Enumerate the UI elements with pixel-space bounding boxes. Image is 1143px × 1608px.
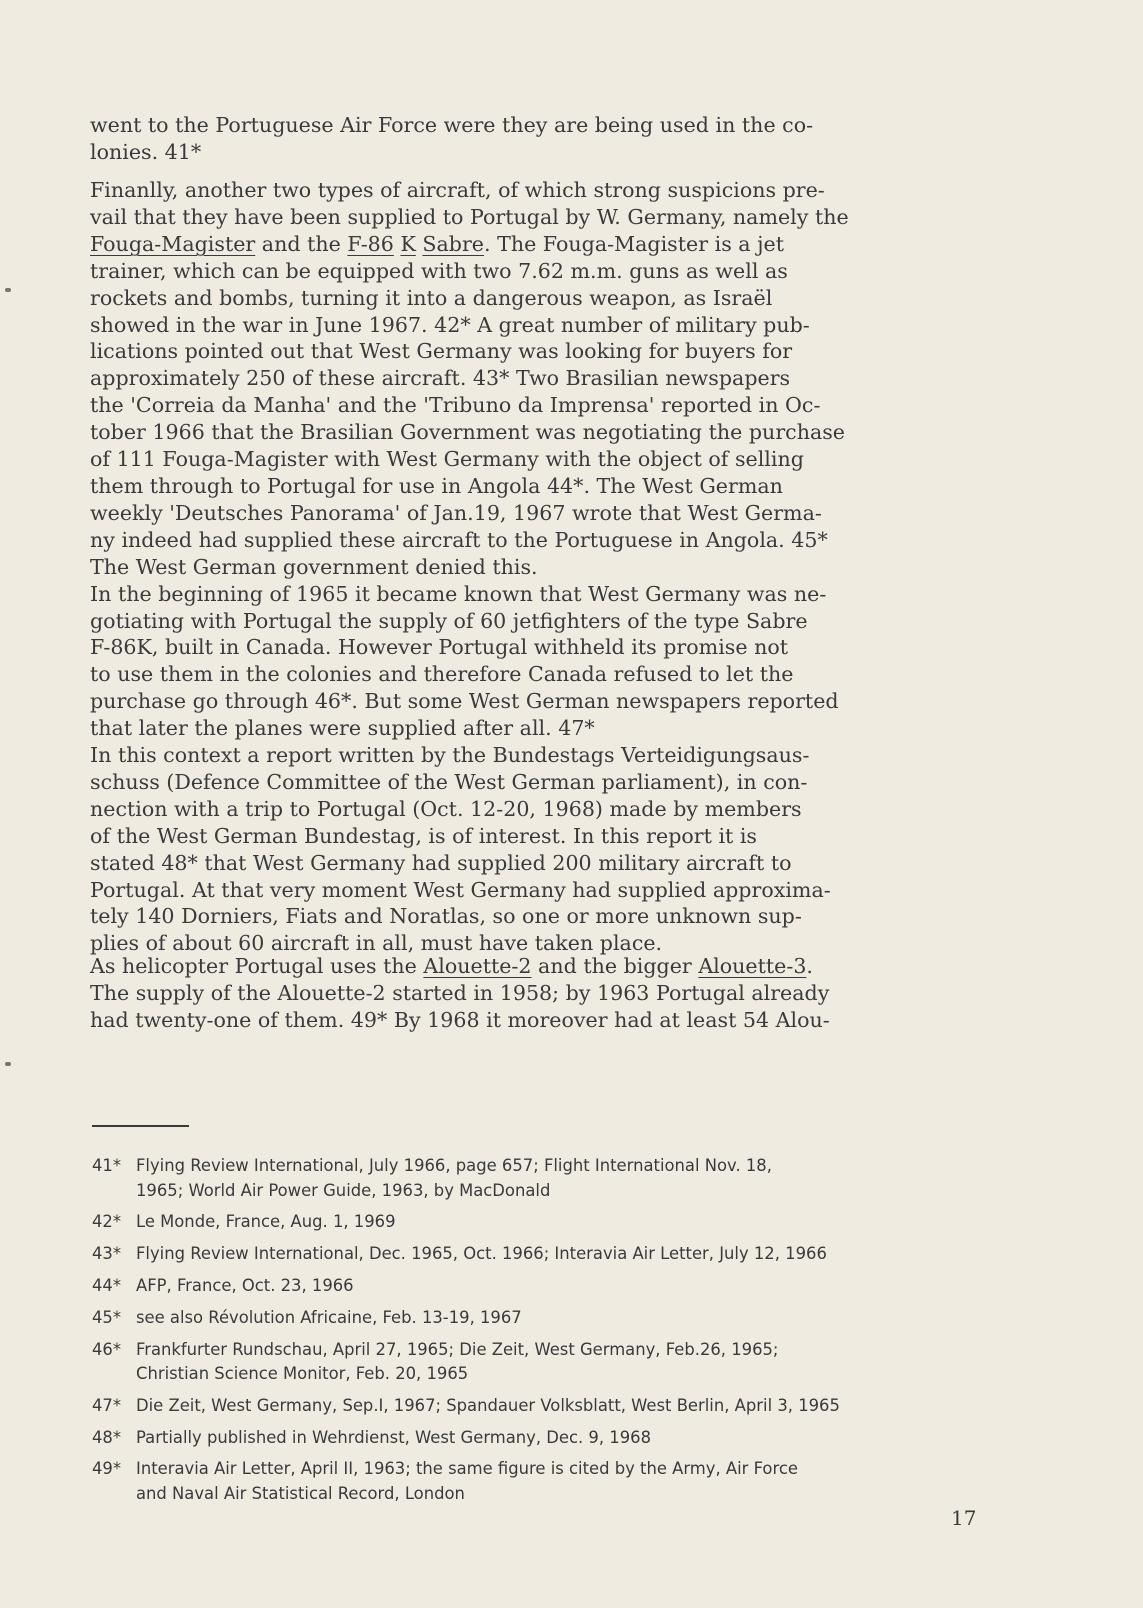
- text-line: [90, 688, 990, 715]
- text-segment: gotiating with Portugal the supply of 60 jetfighters of the type Sabre: [90, 608, 808, 633]
- text-line: [90, 285, 990, 312]
- footnote-line: [92, 1306, 1052, 1331]
- text-line: [90, 338, 990, 365]
- text-segment: nection with a trip to Portugal (Oct. 12-20, 1968) made by members: [90, 796, 802, 821]
- text-segment: vail that they have been supplied to Portugal by W. Germany, namely the: [90, 204, 849, 229]
- text-line: [90, 796, 990, 823]
- footnote-text: Frankfurter Rundschau, April 27, 1965; Die Zeit, West Germany, Feb.26, 1965;: [136, 1339, 779, 1359]
- binding-hole-mark: [5, 288, 11, 292]
- text-segment: F-86K, built in Canada. However Portugal withheld its promise not: [90, 635, 789, 660]
- paragraph-2: [90, 177, 990, 957]
- text-line: [90, 850, 990, 877]
- footnote-number: 41*: [92, 1156, 122, 1175]
- text-segment: and the bigger: [531, 954, 699, 978]
- text-line: [90, 473, 990, 500]
- footnote-number: 43*: [92, 1244, 122, 1264]
- text-line: [90, 769, 990, 796]
- text-line: [90, 634, 990, 661]
- footnote-line: [92, 1457, 1052, 1482]
- footnote-text: see also Révolution Africaine, Feb. 13-19, 1967: [136, 1307, 522, 1327]
- footnote-number: 48*: [92, 1427, 122, 1447]
- underlined-term: K: [400, 231, 416, 256]
- footnote-text: Le Monde, France, Aug. 1, 1969: [136, 1212, 396, 1232]
- text-segment: and the: [255, 231, 348, 256]
- footnote-text: Flying Review International, Dec. 1965, Oct. 1966; Interavia Air Letter, July 12, 1966: [136, 1244, 827, 1264]
- text-line: [90, 581, 990, 608]
- footnote-number: 49*: [92, 1459, 122, 1479]
- text-line: [90, 953, 990, 980]
- text-segment: the 'Correia da Manha' and the 'Tribuno da Imprensa' reported in Oc-: [90, 393, 821, 418]
- footnote-text: and Naval Air Statistical Record, London: [136, 1484, 465, 1504]
- text-line: [90, 204, 990, 231]
- text-line: [90, 980, 990, 1007]
- footnote-text: AFP, France, Oct. 23, 1966: [136, 1275, 354, 1295]
- footnotes-list: [92, 1154, 1052, 1514]
- footnote-item: [92, 1154, 1052, 1203]
- text-line: [90, 258, 990, 285]
- text-line: [90, 823, 990, 850]
- text-segment: In this context a report written by the Bundestags Verteidigungsaus-: [90, 743, 810, 768]
- text-segment: had twenty-one of them. 49* By 1968 it moreover had at least 54 Alou-: [90, 1007, 830, 1032]
- text-segment: plies of about 60 aircraft in all, must have taken place.: [90, 931, 663, 956]
- text-segment: went to the Portuguese Air Force were they are being used in the co-: [90, 113, 814, 137]
- text-line: [90, 365, 990, 392]
- footnote-line: [92, 1338, 1052, 1363]
- text-segment: weekly 'Deutsches Panorama' of Jan.19, 1967 wrote that West Germa-: [90, 500, 822, 525]
- footnote-item: [92, 1210, 1052, 1235]
- text-segment: trainer, which can be equipped with two 7.62 m.m. guns as well as: [90, 258, 788, 283]
- footnote-text: Interavia Air Letter, April II, 1963; the same figure is cited by the Army, Air Force: [136, 1459, 798, 1479]
- footnote-line: [92, 1394, 1052, 1419]
- text-segment: lications pointed out that West Germany was looking for buyers for: [90, 339, 793, 364]
- underlined-term: Alouette-3: [698, 954, 807, 978]
- text-segment: approximately 250 of these aircraft. 43* Two Brasilian newspapers: [90, 366, 791, 391]
- footnote-item: [92, 1426, 1052, 1451]
- footnote-text: 1965; World Air Power Guide, 1963, by MacDonald: [136, 1180, 551, 1200]
- footnote-number: 46*: [92, 1339, 122, 1359]
- text-segment: lonies. 41*: [90, 139, 202, 164]
- footnote-item: [92, 1242, 1052, 1267]
- text-segment: In the beginning of 1965 it became known that West Germany was ne-: [90, 581, 827, 606]
- text-line: [90, 715, 990, 742]
- text-line: [90, 527, 990, 554]
- text-line: [90, 500, 990, 527]
- footnote-number: 42*: [92, 1212, 122, 1232]
- page-number: 17: [951, 1506, 977, 1530]
- text-segment: The supply of the Alouette-2 started in 1958; by 1963 Portugal already: [90, 980, 830, 1005]
- footnote-item: [92, 1306, 1052, 1331]
- text-segment: ny indeed had supplied these aircraft to the Portuguese in Angola. 45*: [90, 527, 828, 552]
- text-line: [90, 1007, 990, 1034]
- footnote-text: Partially published in Wehrdienst, West Germany, Dec. 9, 1968: [136, 1427, 651, 1447]
- text-line: [90, 877, 990, 904]
- footnote-line: [92, 1482, 1052, 1507]
- text-line: [90, 742, 990, 769]
- footnote-number: 47*: [92, 1395, 122, 1415]
- text-segment: Finanlly, another two types of aircraft, of which strong suspicions pre-: [90, 178, 825, 202]
- footnote-number: 44*: [92, 1275, 122, 1295]
- text-segment: that later the planes were supplied after all. 47*: [90, 716, 595, 741]
- footnote-item: [92, 1394, 1052, 1419]
- text-line: [90, 112, 990, 139]
- text-segment: schuss (Defence Committee of the West German parliament), in con-: [90, 769, 808, 794]
- text-segment: tely 140 Dorniers, Fiats and Noratlas, so one or more unknown sup-: [90, 904, 802, 929]
- footnote-line: [92, 1426, 1052, 1451]
- footnote-item: [92, 1338, 1052, 1387]
- footnote-line: [92, 1242, 1052, 1267]
- footnote-line: [92, 1362, 1052, 1387]
- text-segment: . The Fouga-Magister is a jet: [483, 231, 784, 256]
- text-line: [90, 231, 990, 258]
- footnote-line: [92, 1154, 1052, 1179]
- text-segment: tober 1966 that the Brasilian Government was negotiating the purchase: [90, 420, 845, 445]
- text-line: [90, 312, 990, 339]
- footnote-line: [92, 1210, 1052, 1235]
- text-segment: of the West German Bundestag, is of interest. In this report it is: [90, 823, 758, 848]
- text-segment: of 111 Fouga-Magister with West Germany with the object of selling: [90, 447, 804, 472]
- footnote-item: [92, 1274, 1052, 1299]
- text-line: [90, 419, 990, 446]
- footnote-number: 45*: [92, 1307, 122, 1327]
- text-segment: them through to Portugal for use in Angola 44*. The West German: [90, 473, 783, 498]
- text-line: [90, 392, 990, 419]
- footnote-line: [92, 1274, 1052, 1299]
- text-segment: .: [806, 954, 813, 978]
- underlined-term: Alouette-2: [423, 954, 532, 978]
- text-line: [90, 177, 990, 204]
- text-segment: rockets and bombs, turning it into a dangerous weapon, as Israël: [90, 285, 773, 310]
- footnote-text: Flying Review International, July 1966, page 657; Flight International Nov. 18,: [136, 1156, 772, 1175]
- paragraph-3: [90, 953, 990, 1034]
- text-segment: stated 48* that West Germany had supplied 200 military aircraft to: [90, 850, 792, 875]
- text-line: [90, 139, 990, 166]
- footnote-text: Christian Science Monitor, Feb. 20, 1965: [136, 1364, 469, 1384]
- text-segment: showed in the war in June 1967. 42* A great number of military pub-: [90, 312, 810, 337]
- footnote-item: [92, 1457, 1052, 1506]
- underlined-term: F-86: [347, 231, 394, 256]
- footnote-divider: [92, 1125, 189, 1127]
- underlined-term: Sabre: [422, 231, 484, 256]
- text-line: [90, 446, 990, 473]
- text-line: [90, 661, 990, 688]
- text-segment: purchase go through 46*. But some West German newspapers reported: [90, 689, 839, 714]
- paragraph-1: [90, 112, 990, 166]
- text-segment: to use them in the colonies and therefore Canada refused to let the: [90, 662, 794, 687]
- text-line: [90, 608, 990, 635]
- underlined-term: Fouga-Magister: [90, 231, 256, 256]
- text-segment: The West German government denied this.: [90, 554, 538, 579]
- text-line: [90, 554, 990, 581]
- footnote-text: Die Zeit, West Germany, Sep.I, 1967; Spandauer Volksblatt, West Berlin, April 3, 1965: [136, 1395, 840, 1415]
- text-line: [90, 903, 990, 930]
- text-segment: Portugal. At that very moment West Germany had supplied approxima-: [90, 877, 831, 902]
- binding-hole-mark: [5, 1062, 11, 1066]
- text-segment: As helicopter Portugal uses the: [90, 954, 424, 978]
- footnote-line: [92, 1179, 1052, 1204]
